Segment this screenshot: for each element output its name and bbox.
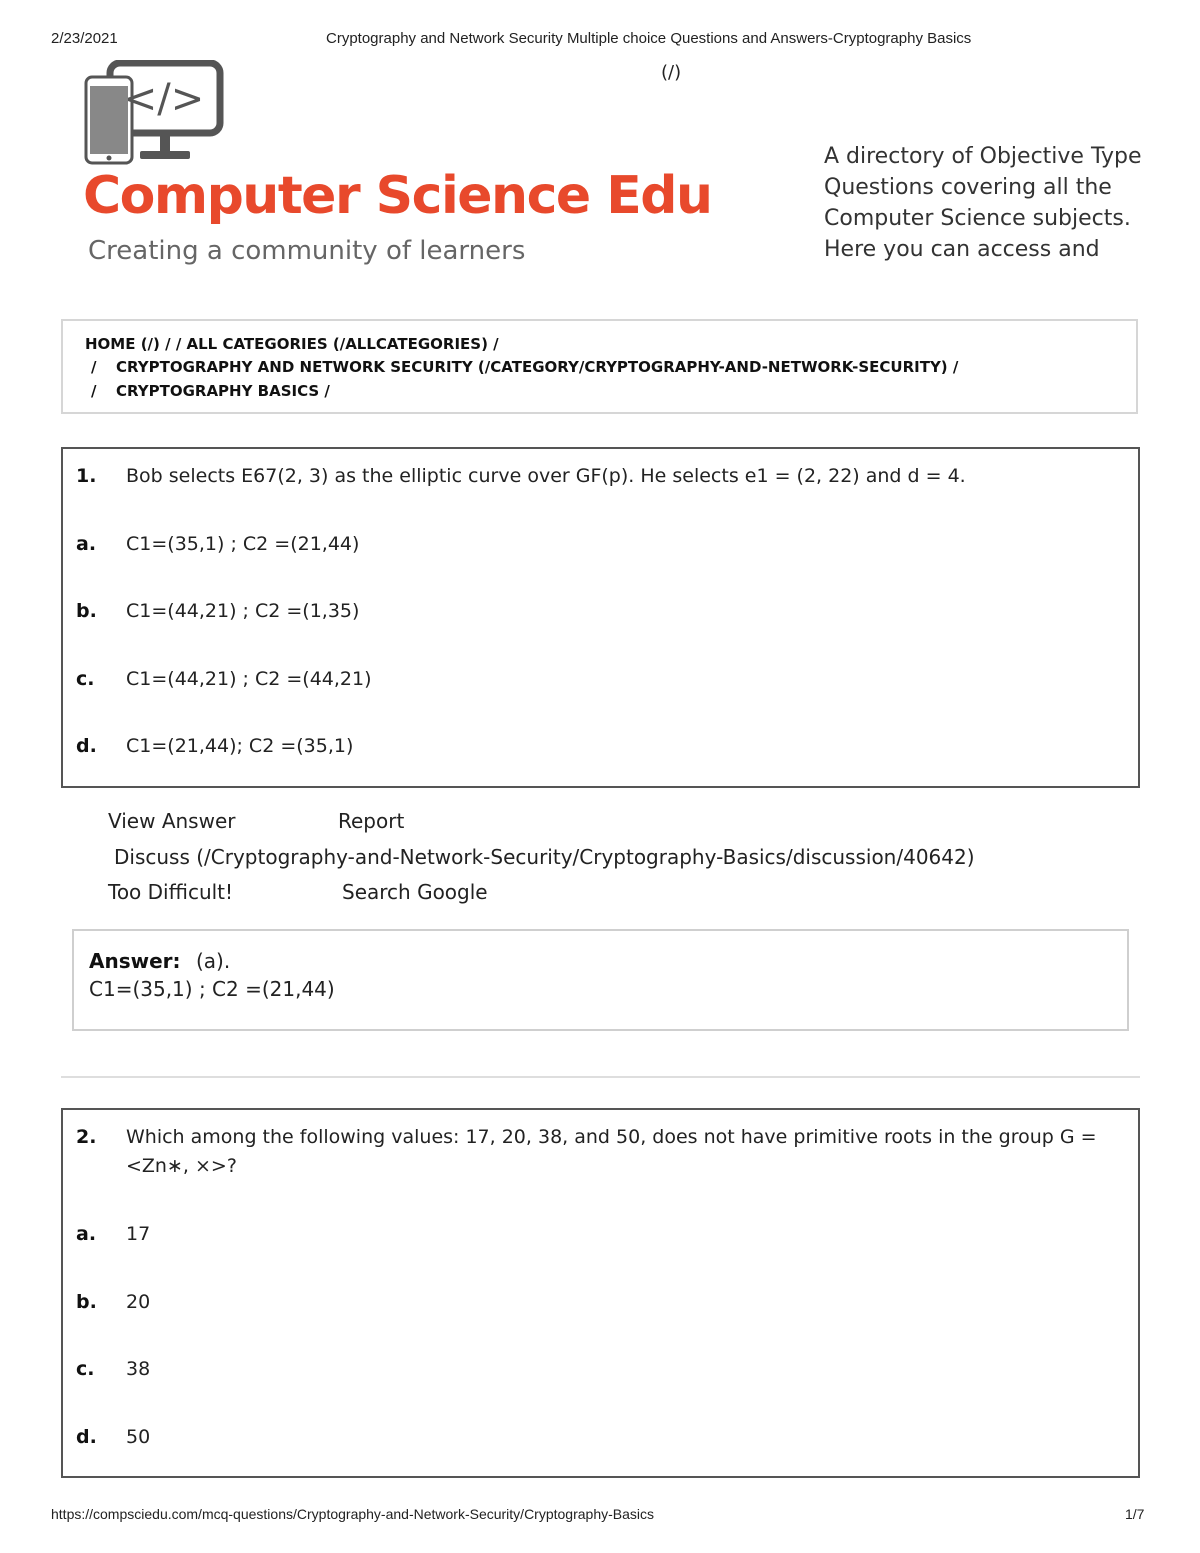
option-letter: c. xyxy=(76,1358,95,1380)
page-number: 1/7 xyxy=(1125,1506,1145,1522)
device-code-icon xyxy=(80,60,225,168)
breadcrumb-separator: / xyxy=(91,358,97,376)
breadcrumb-subcategory[interactable]: CRYPTOGRAPHY BASICS / xyxy=(116,382,330,400)
print-date: 2/23/2021 xyxy=(51,30,118,47)
answer-text: C1=(35,1) ; C2 =(21,44) xyxy=(89,977,335,1001)
divider xyxy=(61,1076,1140,1078)
print-title: Cryptography and Network Security Multiple choice Questions and Answers-Cryptography Basics xyxy=(326,30,972,47)
option-letter: c. xyxy=(76,668,95,690)
tagline-line: A directory of Objective Type xyxy=(824,144,1142,169)
question-card xyxy=(61,1108,1140,1478)
tagline-line: Computer Science subjects. xyxy=(824,206,1131,231)
question-text: Which among the following values: 17, 20, 38, and 50, does not have primitive roots in the group G = xyxy=(126,1126,1097,1148)
option-b[interactable]: 20 xyxy=(126,1291,151,1313)
option-letter: d. xyxy=(76,1426,97,1448)
option-a[interactable]: 17 xyxy=(126,1223,151,1245)
breadcrumb-home-categories[interactable]: HOME (/) / / ALL CATEGORIES (/ALLCATEGORIES) / xyxy=(85,335,499,353)
question-text: Bob selects E67(2, 3) as the elliptic curve over GF(p). He selects e1 = (2, 22) and d = 4. xyxy=(126,465,966,487)
option-letter: d. xyxy=(76,735,97,757)
option-c[interactable]: C1=(44,21) ; C2 =(44,21) xyxy=(126,668,372,690)
option-letter: b. xyxy=(76,1291,97,1313)
site-logo[interactable] xyxy=(80,60,225,168)
view-answer-link[interactable]: View Answer xyxy=(108,809,236,833)
answer-label: Answer: xyxy=(89,949,181,973)
answer-box xyxy=(72,929,1129,1031)
footer-url: https://compsciedu.com/mcq-questions/Cryptography-and-Network-Security/Cryptography-Basics xyxy=(51,1506,655,1522)
option-d[interactable]: 50 xyxy=(126,1426,151,1448)
answer-choice: (a). xyxy=(196,949,231,973)
breadcrumb-category[interactable]: CRYPTOGRAPHY AND NETWORK SECURITY (/CATEGORY/CRYPTOGRAPHY-AND-NETWORK-SECURITY) / xyxy=(116,358,959,376)
brand-slogan: Creating a community of learners xyxy=(88,236,526,266)
site-tagline xyxy=(824,141,1142,265)
option-letter: b. xyxy=(76,600,97,622)
option-letter: a. xyxy=(76,1223,97,1245)
option-d[interactable]: C1=(21,44); C2 =(35,1) xyxy=(126,735,354,757)
breadcrumb xyxy=(61,319,1138,414)
question-number: 2. xyxy=(76,1126,97,1148)
question-text-continued: <Zn∗, ×>? xyxy=(126,1155,237,1177)
option-letter: a. xyxy=(76,533,97,555)
tagline-line: Here you can access and xyxy=(824,237,1100,262)
question-number: 1. xyxy=(76,465,97,487)
home-link[interactable]: (/) xyxy=(661,62,682,83)
brand-name: Computer Science Edu xyxy=(83,166,712,226)
svg-text:</>: </> xyxy=(123,76,205,122)
option-c[interactable]: 38 xyxy=(126,1358,151,1380)
search-google-link[interactable]: Search Google xyxy=(342,880,488,904)
discuss-link[interactable]: Discuss (/Cryptography-and-Network-Security/Cryptography-Basics/discussion/40642) xyxy=(114,845,975,869)
option-a[interactable]: C1=(35,1) ; C2 =(21,44) xyxy=(126,533,360,555)
too-difficult-link[interactable]: Too Difficult! xyxy=(108,880,234,904)
question-card xyxy=(61,447,1140,788)
breadcrumb-separator: / xyxy=(91,382,97,400)
report-link[interactable]: Report xyxy=(338,809,405,833)
option-b[interactable]: C1=(44,21) ; C2 =(1,35) xyxy=(126,600,360,622)
tagline-line: Questions covering all the xyxy=(824,175,1112,200)
